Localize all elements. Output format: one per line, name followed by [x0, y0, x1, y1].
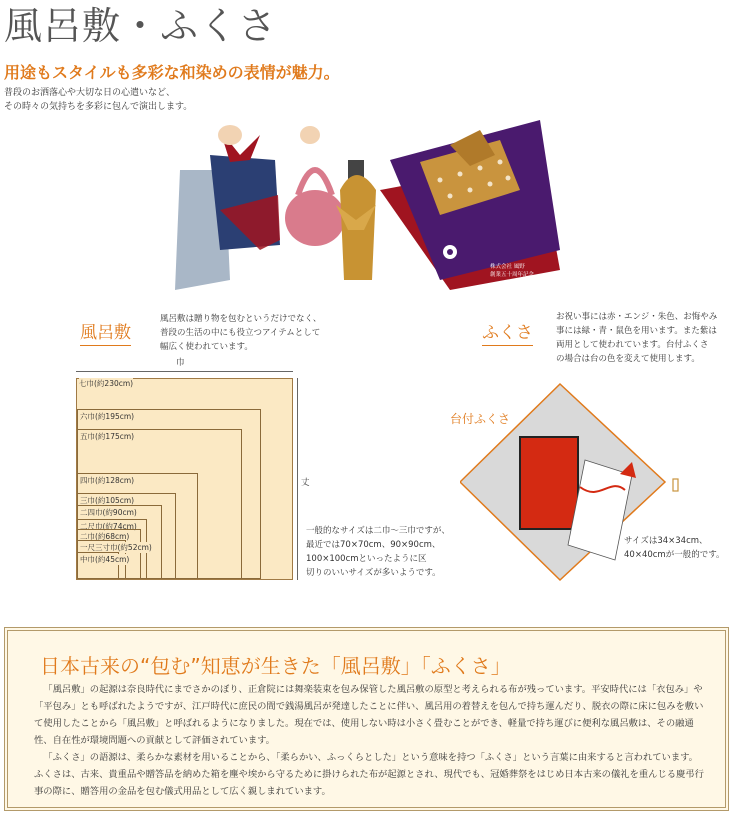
size-label: 二四巾(約90cm)	[80, 508, 137, 517]
fukusa-desc-line: 事には緑・青・鼠色を用います。また紫は	[556, 326, 717, 336]
size-note-line: 一般的なサイズは二巾～三巾ですが、	[306, 526, 450, 536]
history-body	[34, 681, 704, 800]
daitsuki-fukusa-label: 台付ふくさ	[450, 412, 511, 426]
size-label: 五巾(約175cm)	[80, 432, 135, 441]
fukusa-size-note	[624, 534, 725, 562]
size-label: 四巾(約128cm)	[80, 476, 135, 485]
lacquer-tray	[520, 437, 578, 529]
cloth-text-2: 創業五十周年記念	[490, 272, 535, 278]
fukusa-desc-line: お祝い事には赤・エンジ・朱色、お悔やみ	[556, 312, 718, 322]
fukusa-note-line: 40×40cmが一般的です。	[624, 550, 725, 560]
size-label: 六巾(約195cm)	[80, 412, 135, 421]
size-label: 二尺巾(約74cm)	[80, 522, 137, 531]
history-section	[4, 627, 729, 811]
furoshiki-desc-line: 普段の生活の中にも役立つアイテムとして	[160, 328, 321, 338]
size-label: 一尺三寸巾(約52cm)	[80, 543, 152, 552]
furoshiki-size-note	[306, 524, 450, 580]
history-title: 日本古来の“包む”知恵が生きた「風呂敷」「ふくさ」	[40, 654, 511, 678]
size-box	[77, 552, 130, 579]
size-label: 二巾(約68cm)	[80, 532, 130, 541]
size-label: 中巾(約45cm)	[80, 555, 130, 564]
size-note-line: 100×100cmといったように区	[306, 554, 427, 564]
furoshiki-desc-line: 幅広く使われています。	[160, 342, 253, 352]
furoshiki-description	[160, 312, 321, 354]
clasp-icon	[673, 479, 678, 491]
size-label: 七巾(約230cm)	[79, 379, 134, 388]
hand-icon	[218, 125, 242, 145]
width-indicator-line	[76, 371, 293, 372]
height-label: 丈	[301, 478, 310, 488]
intro-line: その時々の気持ちを多彩に包んで演出します。	[4, 102, 193, 112]
fukusa-note-line: サイズは34×34cm、	[624, 536, 708, 546]
page-title: 風呂敷・ふくさ	[4, 4, 278, 48]
pink-furoshiki-bag	[285, 190, 345, 246]
fukusa-desc-line: の場合は台の色を変えて使用します。	[556, 354, 700, 364]
size-label: 三巾(約105cm)	[80, 496, 135, 505]
furoshiki-label: 風呂敷	[80, 318, 131, 346]
fukusa-label: ふくさ	[482, 318, 533, 346]
intro-line: 普段のお洒落心や大切な日の心遣いなど、	[4, 88, 176, 98]
fukusa-desc-line: 両用として使われています。台付ふくさ	[556, 340, 709, 350]
cloth-text-1: 株式会社 風野	[490, 264, 525, 270]
furoshiki-desc-line: 風呂敷は贈り物を包むというだけでなく、	[160, 314, 322, 324]
width-label: 巾	[176, 358, 185, 368]
wrapping-illustration	[150, 100, 560, 290]
height-indicator-line	[297, 378, 298, 580]
page-subtitle: 用途もスタイルも多彩な和染めの表情が魅力。	[4, 63, 340, 82]
fukusa-description	[556, 310, 717, 366]
size-note-line: 最近では70×70cm、90×90cm、	[306, 540, 441, 550]
furoshiki-size-chart	[76, 378, 293, 580]
history-paragraph: 「風呂敷」の起源は奈良時代にまでさかのぼり、正倉院には舞楽装束を包み保管した風呂敷の原型と考えられる布が残っています。平安時代には「衣包み」や「平包み」とも呼ばれたようですが、江戸時代に庶民の間で銭湯風呂が発達したことに伴い、風呂用の着替えを包んで持ち運んだり、脱衣の際に床に包みを敷いて使用したことから「風呂敷」と呼ばれるようになりました。現在では、使用しない時は小さく畳むことができ、軽量で持ち運びに便利な風呂敷は、その融通性、自在性が環境問題への貢献として評価されています。	[34, 684, 704, 746]
history-paragraph: 「ふくさ」の語源は、柔らかな素材を用いることから、「柔らかい、ふっくらとした」という意味を持つ「ふくさ」という言葉に由来すると言われています。ふくさは、古来、貴重品や贈答品を納めた箱を塵や埃から守るために掛けられた布が起源とされ、現代でも、冠婚葬祭をはじめ日本古来の儀礼を重んじる慶弔行事の際に、贈答用の金品を包む儀式用品として広く親しまれています。	[34, 752, 704, 797]
size-note-line: 切りのいいサイズが多いようです。	[306, 568, 441, 578]
